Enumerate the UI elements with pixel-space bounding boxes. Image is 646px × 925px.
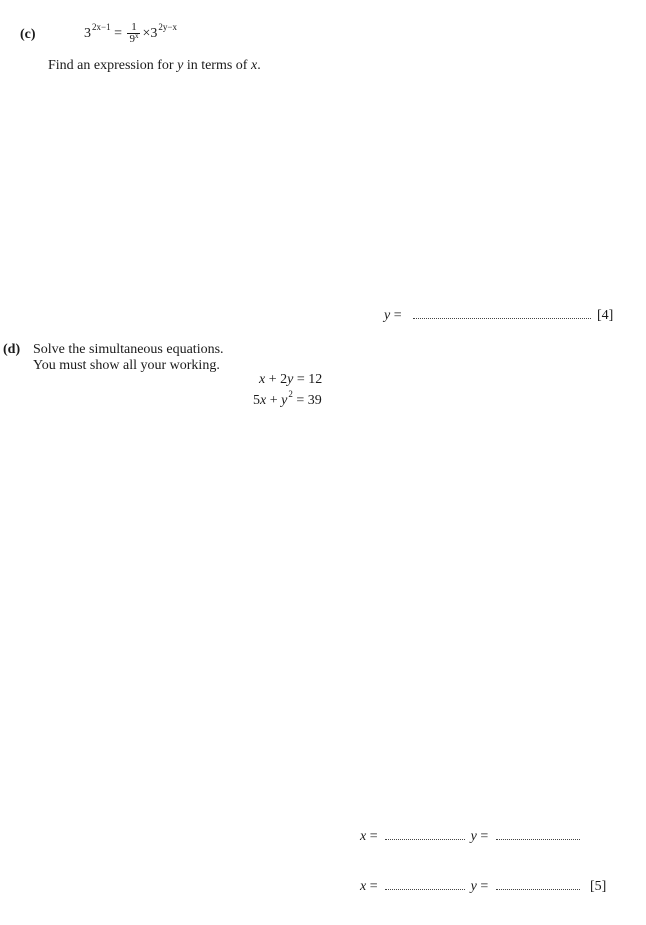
answer-blank-y[interactable]	[413, 309, 591, 319]
answer-blank-x-1[interactable]	[385, 830, 465, 840]
part-d-answer-line-2: x = y =	[360, 879, 580, 895]
part-d-label: (d)	[3, 342, 21, 357]
equation-rhs-exponent: 2y−x	[158, 22, 177, 33]
equation-fraction	[127, 22, 140, 46]
part-d-instruction-1: Solve the simultaneous equations.	[33, 342, 224, 357]
fraction-numerator: 1	[127, 22, 140, 34]
answer-blank-y-2[interactable]	[496, 880, 580, 890]
part-c-equation	[84, 22, 177, 46]
simultaneous-equation-2: $5x + y^2 = 39$	[253, 389, 322, 408]
equation-equals: =	[114, 26, 122, 42]
part-d-instruction-2: You must show all your working.	[33, 358, 220, 373]
part-c-instruction: Find an expression for y in terms of x.	[48, 58, 261, 73]
equation-base: 3	[84, 26, 91, 42]
part-d-marks: [5]	[590, 879, 607, 894]
equation-rhs-base: 3	[150, 26, 158, 42]
part-d-answer-line-1: x = y =	[360, 829, 580, 845]
equation-lhs-exponent: 2x−1	[92, 22, 111, 33]
fraction-denominator: 9$^x$	[129, 32, 139, 45]
simultaneous-equation-1: x + 2y = 12	[259, 372, 323, 387]
equation-times: ×	[142, 26, 151, 42]
answer-var-y: y	[384, 308, 391, 323]
answer-blank-y-1[interactable]	[496, 830, 580, 840]
part-c-marks: [4]	[597, 308, 614, 323]
part-c-label: (c)	[20, 27, 36, 42]
answer-blank-x-2[interactable]	[385, 880, 465, 890]
part-c-answer-line: y =	[384, 308, 591, 324]
